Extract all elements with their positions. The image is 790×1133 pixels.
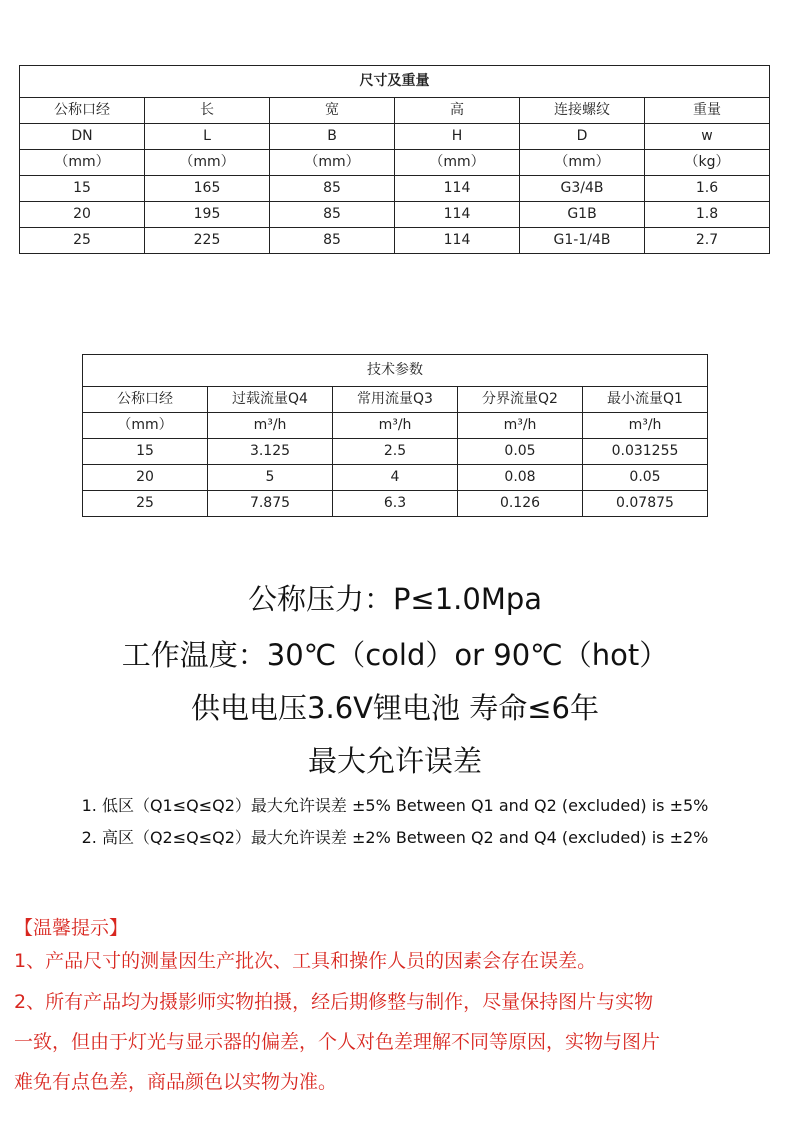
table-cell: 85 xyxy=(270,202,395,228)
symbol-cell: H xyxy=(395,124,520,150)
unit-cell: m³/h xyxy=(458,413,583,439)
table-cell: 114 xyxy=(395,228,520,254)
pressure-spec: 公称压力：P≤1.0Mpa xyxy=(247,582,543,616)
table-header-row xyxy=(20,98,770,124)
header-cell: 高 xyxy=(395,98,520,124)
table-cell: 20 xyxy=(20,202,145,228)
table-cell: 5 xyxy=(208,465,333,491)
error-note-high: 2. 高区（Q2≤Q≤Q2）最大允许误差 ±2% Between Q2 and Q4 (excluded) is ±2% xyxy=(81,828,709,847)
unit-cell: （mm） xyxy=(395,150,520,176)
table-unit-row xyxy=(83,413,708,439)
dimensions-table-title: 尺寸及重量 xyxy=(20,66,770,98)
table-cell: 0.031255 xyxy=(583,439,708,465)
unit-cell: m³/h xyxy=(583,413,708,439)
table-unit-row xyxy=(20,150,770,176)
table-cell: 15 xyxy=(20,176,145,202)
table-row xyxy=(20,176,770,202)
unit-cell: （mm） xyxy=(83,413,208,439)
table-cell: 7.875 xyxy=(208,491,333,517)
table-cell: 0.126 xyxy=(458,491,583,517)
power-spec: 供电电压3.6V锂电池 寿命≤6年 xyxy=(191,691,599,725)
table-cell: 0.08 xyxy=(458,465,583,491)
table-cell: G3/4B xyxy=(520,176,645,202)
tip-line: 1、产品尺寸的测量因生产批次、工具和操作人员的因素会存在误差。 xyxy=(14,950,597,972)
table-cell: 0.07875 xyxy=(583,491,708,517)
tech-params-table xyxy=(82,354,708,517)
header-cell: 过载流量Q4 xyxy=(208,387,333,413)
symbol-cell: DN xyxy=(20,124,145,150)
table-cell: 225 xyxy=(145,228,270,254)
table-cell: 1.6 xyxy=(645,176,770,202)
tip-line: 一致，但由于灯光与显示器的偏差，个人对色差理解不同等原因，实物与图片 xyxy=(14,1031,661,1053)
error-note-low: 1. 低区（Q1≤Q≤Q2）最大允许误差 ±5% Between Q1 and Q2 (excluded) is ±5% xyxy=(81,796,709,815)
table-cell: 114 xyxy=(395,202,520,228)
symbol-cell: w xyxy=(645,124,770,150)
table-cell: 6.3 xyxy=(333,491,458,517)
table-row xyxy=(20,228,770,254)
header-cell: 宽 xyxy=(270,98,395,124)
tech-params-table-title: 技术参数 xyxy=(83,355,708,387)
table-cell: 2.5 xyxy=(333,439,458,465)
tip-line: 2、所有产品均为摄影师实物拍摄，经后期修整与制作，尽量保持图片与实物 xyxy=(14,991,654,1013)
unit-cell: （mm） xyxy=(20,150,145,176)
header-cell: 常用流量Q3 xyxy=(333,387,458,413)
symbol-cell: B xyxy=(270,124,395,150)
table-cell: 2.7 xyxy=(645,228,770,254)
dimensions-table xyxy=(19,65,770,254)
table-cell: 20 xyxy=(83,465,208,491)
tip-line: 难免有点色差，商品颜色以实物为准。 xyxy=(14,1071,338,1093)
table-cell: G1-1/4B xyxy=(520,228,645,254)
table-cell: 0.05 xyxy=(458,439,583,465)
table-cell: 85 xyxy=(270,228,395,254)
table-cell: 15 xyxy=(83,439,208,465)
symbol-cell: L xyxy=(145,124,270,150)
table-header-row xyxy=(83,387,708,413)
header-cell: 最小流量Q1 xyxy=(583,387,708,413)
unit-cell: （mm） xyxy=(520,150,645,176)
unit-cell: （kg） xyxy=(645,150,770,176)
table-cell: 25 xyxy=(20,228,145,254)
table-cell: 1.8 xyxy=(645,202,770,228)
header-cell: 分界流量Q2 xyxy=(458,387,583,413)
table-row xyxy=(83,491,708,517)
header-cell: 公称口经 xyxy=(83,387,208,413)
table-row xyxy=(20,202,770,228)
table-cell: 4 xyxy=(333,465,458,491)
table-cell: G1B xyxy=(520,202,645,228)
table-cell: 114 xyxy=(395,176,520,202)
table-cell: 3.125 xyxy=(208,439,333,465)
unit-cell: m³/h xyxy=(208,413,333,439)
header-cell: 公称口经 xyxy=(20,98,145,124)
tips-heading: 【温馨提示】 xyxy=(14,917,129,939)
table-row xyxy=(83,465,708,491)
table-cell: 165 xyxy=(145,176,270,202)
table-cell: 0.05 xyxy=(583,465,708,491)
symbol-cell: D xyxy=(520,124,645,150)
table-row xyxy=(83,439,708,465)
header-cell: 长 xyxy=(145,98,270,124)
unit-cell: （mm） xyxy=(145,150,270,176)
temperature-spec: 工作温度：30℃（cold）or 90℃（hot） xyxy=(121,638,669,672)
table-cell: 25 xyxy=(83,491,208,517)
table-cell: 85 xyxy=(270,176,395,202)
header-cell: 连接螺纹 xyxy=(520,98,645,124)
table-cell: 195 xyxy=(145,202,270,228)
table-symbol-row xyxy=(20,124,770,150)
error-heading: 最大允许误差 xyxy=(307,744,482,778)
unit-cell: （mm） xyxy=(270,150,395,176)
unit-cell: m³/h xyxy=(333,413,458,439)
header-cell: 重量 xyxy=(645,98,770,124)
